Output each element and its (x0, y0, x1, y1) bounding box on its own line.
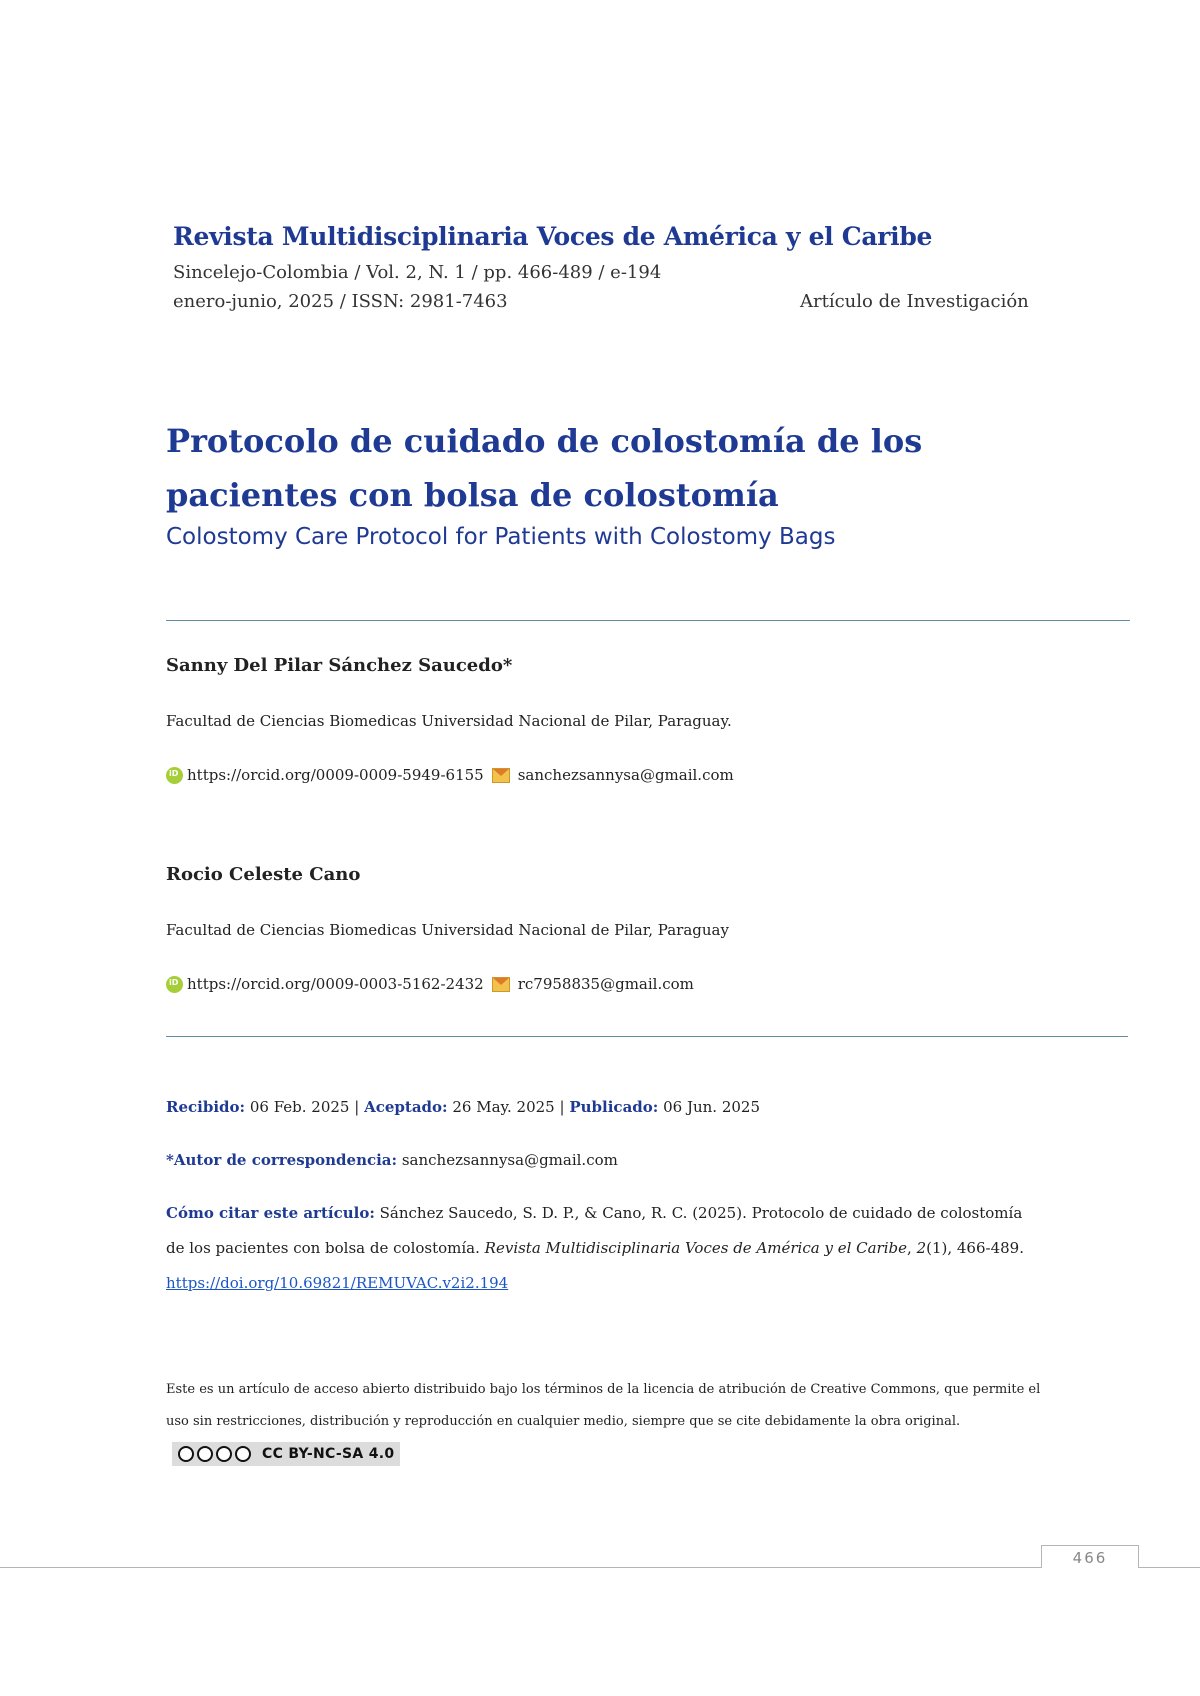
author-contact (166, 766, 734, 784)
received-date: 06 Feb. 2025 (249, 1098, 350, 1116)
orcid-icon (166, 976, 183, 993)
citation-pages: (1), 466-489. (926, 1239, 1024, 1257)
correspondence (166, 1151, 618, 1169)
envelope-icon (492, 977, 510, 992)
orcid-link[interactable]: https://orcid.org/0009-0009-5949-6155 (187, 766, 484, 784)
cc-license-badge[interactable] (172, 1442, 400, 1466)
cc-icon (178, 1446, 194, 1462)
license-text: Este es un artículo de acceso abierto distribuido bajo los términos de la licencia de atribución de Creative Commons, que permite el uso sin restricciones, distribución y reproducción en cualquier medio, siempre que se cite debidamente la obra original. (166, 1382, 1041, 1429)
sa-icon (235, 1446, 251, 1462)
article-title-es: Protocolo de cuidado de colostomía de los pacientes con bolsa de colostomía (166, 422, 923, 514)
correspondence-label: *Autor de correspondencia: (166, 1151, 398, 1169)
published-date: 06 Jun. 2025 (663, 1098, 760, 1116)
article-title-en: Colostomy Care Protocol for Patients with Colostomy Bags (166, 524, 836, 550)
page-number: 466 (1041, 1545, 1139, 1568)
author-email[interactable]: rc7958835@gmail.com (517, 975, 694, 993)
article-type: Artículo de Investigación (800, 291, 1029, 312)
author-name: Rocio Celeste Cano (166, 864, 361, 885)
journal-meta-issn: enero-junio, 2025 / ISSN: 2981-7463 (173, 291, 508, 312)
citation: Cómo citar este artículo: Sánchez Saucedo, S. D. P., & Cano, R. C. (2025). Protocolo de cuidado de colostomía de los pacientes con bolsa de colostomía. Revista Multidisciplinaria Voces de América y el Caribe, 2(1), 466-489. https://doi.org/10.69821/REMUVAC.v2i2.194 (166, 1204, 1024, 1292)
envelope-icon (492, 768, 510, 783)
author-affiliation: Facultad de Ciencias Biomedicas Universidad Nacional de Pilar, Paraguay (166, 921, 729, 939)
author-name: Sanny Del Pilar Sánchez Saucedo* (166, 655, 513, 676)
nc-icon (216, 1446, 232, 1462)
published-label: Publicado: (569, 1098, 659, 1116)
date-separator: | (354, 1098, 360, 1116)
license-badge-label: CC BY-NC-SA 4.0 (262, 1445, 395, 1462)
date-separator: | (559, 1098, 565, 1116)
divider (166, 1036, 1128, 1037)
divider (166, 620, 1130, 621)
correspondence-email[interactable]: sanchezsannysa@gmail.com (401, 1151, 618, 1169)
received-label: Recibido: (166, 1098, 246, 1116)
by-icon (197, 1446, 213, 1462)
accepted-date: 26 May. 2025 (452, 1098, 555, 1116)
citation-journal: Revista Multidisciplinaria Voces de América y el Caribe (484, 1239, 908, 1257)
license-notice (166, 1374, 1046, 1470)
accepted-label: Aceptado: (364, 1098, 448, 1116)
journal-title: Revista Multidisciplinaria Voces de América y el Caribe (173, 222, 933, 251)
footer-divider (0, 1567, 1200, 1568)
author-contact (166, 975, 694, 993)
citation-volume: 2 (916, 1239, 927, 1257)
journal-meta-volume: Sincelejo-Colombia / Vol. 2, N. 1 / pp. 466-489 / e-194 (173, 262, 662, 283)
citation-text: Sánchez Saucedo, S. D. P., & Cano, R. C. (2025). Protocolo de cuidado de colostomía de los pacientes con bolsa de colostomía. (166, 1204, 1023, 1257)
orcid-icon (166, 767, 183, 784)
author-affiliation: Facultad de Ciencias Biomedicas Universidad Nacional de Pilar, Paraguay. (166, 712, 732, 730)
orcid-link[interactable]: https://orcid.org/0009-0003-5162-2432 (187, 975, 484, 993)
article-dates (166, 1098, 760, 1116)
doi-link[interactable]: https://doi.org/10.69821/REMUVAC.v2i2.194 (166, 1274, 509, 1292)
author-email[interactable]: sanchezsannysa@gmail.com (517, 766, 734, 784)
citation-label: Cómo citar este artículo: (166, 1204, 375, 1222)
